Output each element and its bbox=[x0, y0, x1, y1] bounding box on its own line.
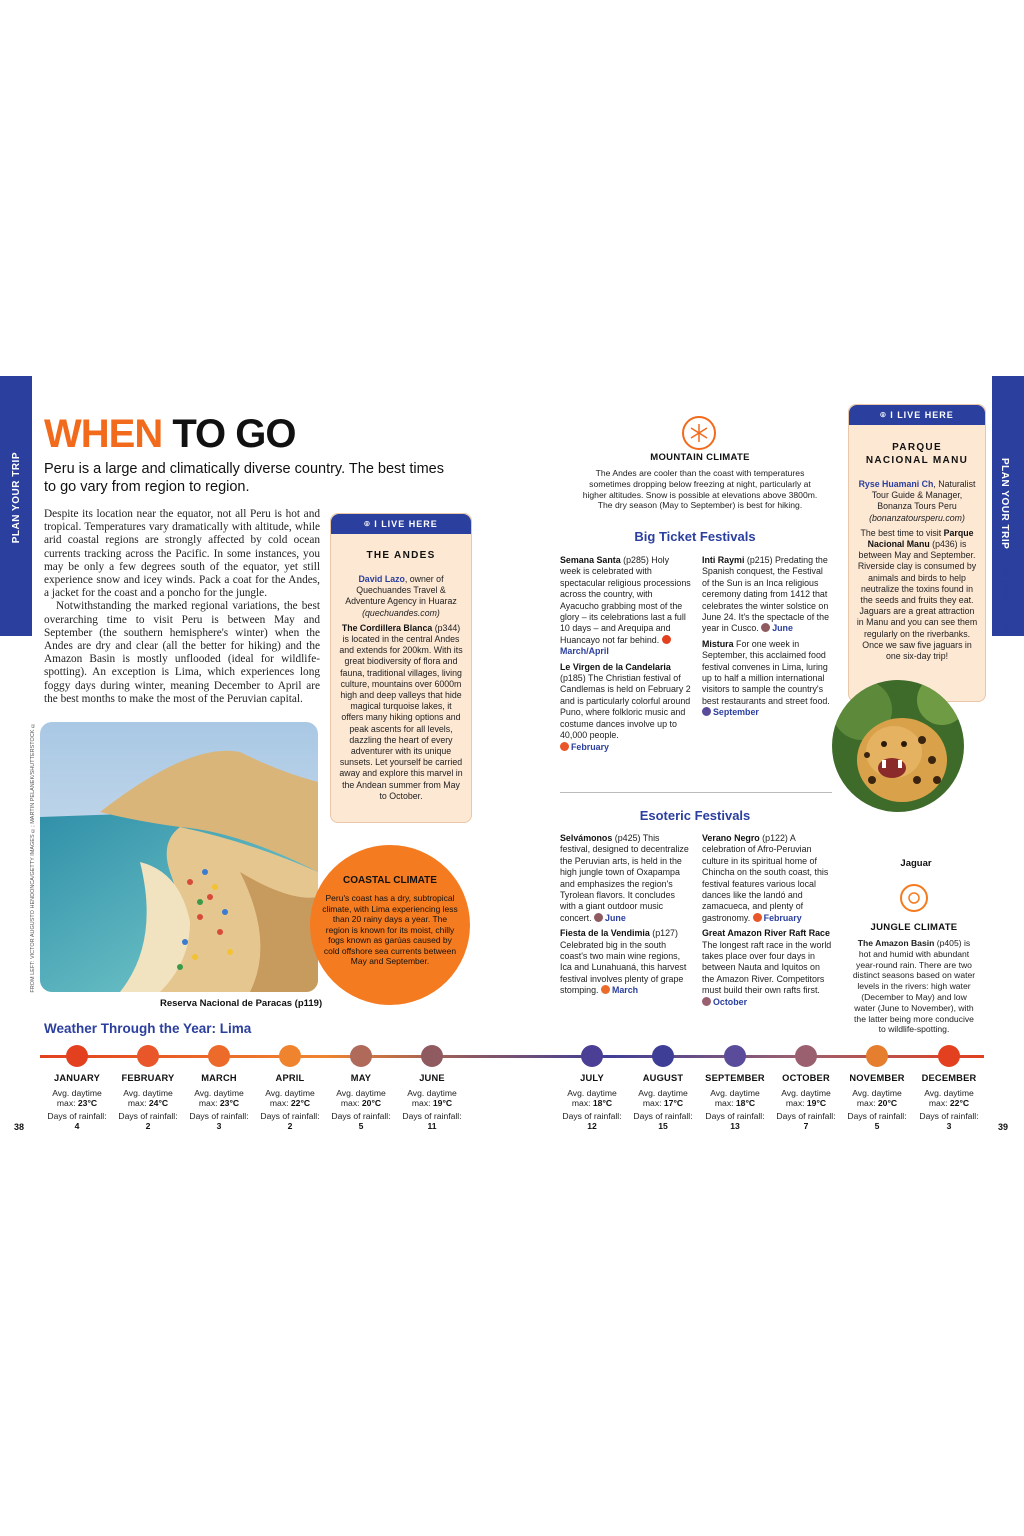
jungle-title: JUNGLE CLIMATE bbox=[870, 922, 958, 933]
page-number-right: 39 bbox=[998, 1122, 1009, 1132]
mountain-text: The Andes are cooler than the coast with temperatures sometimes dropping below freezing at night, particularly at higher altitudes. Snow is possible at elevations above 3800m. The dry season (May to September) is best for hiking. bbox=[582, 468, 818, 511]
rain-icon bbox=[724, 1045, 746, 1067]
month-column bbox=[184, 1045, 254, 1131]
month-name: JANUARY bbox=[54, 1073, 100, 1083]
month-name: FEBRUARY bbox=[121, 1073, 175, 1083]
month-column bbox=[842, 1045, 912, 1131]
month-temp: Avg. daytime max: 17°C bbox=[638, 1088, 688, 1108]
side-label-when: WHEN TO GO bbox=[11, 562, 22, 633]
side-label-plan-right: PLAN YOUR TRIP bbox=[999, 458, 1010, 550]
festival-item: Inti Raymi (p215) Predating the Spanish conquest, the Festival of the Sun is an Inca religious ceremony dating from 1412 that celebrates the winter solstice on June 24. It's the spectacle of the year in Cusco. June bbox=[702, 555, 830, 634]
month-temp: Avg. daytime max: 22°C bbox=[265, 1088, 315, 1108]
esoteric-col2 bbox=[702, 833, 832, 1008]
month-temp: Avg. daytime max: 19°C bbox=[407, 1088, 457, 1108]
sun-icon bbox=[938, 1045, 960, 1067]
cloud-icon bbox=[421, 1045, 443, 1067]
month-rainfall: Days of rainfall: 5 bbox=[331, 1111, 391, 1131]
month-rainfall: Days of rainfall: 2 bbox=[118, 1111, 178, 1131]
andes-title: THE ANDES bbox=[366, 550, 436, 561]
festival-item: Fiesta de la Vendimia (p127) Celebrated big in the south coast's two main wine regions, Ica and Lunahuaná, this harvest festival involves plenty of grape stomping. March bbox=[560, 928, 687, 996]
month-temp: Avg. daytime max: 20°C bbox=[852, 1088, 902, 1108]
page-title: WHEN TO GO bbox=[44, 412, 296, 456]
big-ticket-col1 bbox=[560, 555, 692, 753]
month-column bbox=[771, 1045, 841, 1131]
month-column bbox=[628, 1045, 698, 1131]
cloud-icon bbox=[761, 623, 770, 632]
pin-icon: ⌾ bbox=[364, 519, 375, 529]
sun-cloud-icon bbox=[279, 1045, 301, 1067]
month-rainfall: Days of rainfall: 11 bbox=[402, 1111, 462, 1131]
jaguar-photo bbox=[832, 680, 964, 812]
jungle-text: The Amazon Basin (p405) is hot and humid with abundant year-round rain. There are two distinct seasons based on water levels in the rivers: high water (December to May) and low water (June to November), with the latter being more conducive to wildlife-spotting. bbox=[852, 938, 976, 1035]
festival-item: Mistura For one week in September, this acclaimed food festival convenes in Lima, luring up to half a million international visitors to sample the country's best restaurants and street food. September bbox=[702, 638, 830, 718]
manu-header: ⌾ I LIVE HERE bbox=[849, 405, 985, 425]
month-column bbox=[326, 1045, 396, 1131]
manu-text: Ryse Huamani Ch, Naturalist Tour Guide & Manager, Bonanza Tours Peru (bonanzatoursperu.com) The best time to visit Parque Nacional Manu (p436) is between May and September. Riverside clay is consumed by animals and birds to help neutralize the toxins found in the seeds and fruits they eat. Jaguars are a great attraction in Manu and you can see them regularly on the riverbanks. Once we saw five jaguars in one six-day trip! bbox=[856, 479, 978, 662]
manu-live-box bbox=[848, 404, 986, 702]
beach-caption: Reserva Nacional de Paracas (p119) bbox=[160, 998, 323, 1009]
month-column bbox=[557, 1045, 627, 1131]
festival-item: Selvámonos (p425) This festival, designed to decentralize the Peruvian arts, is held in the high jungle town of Oxapampa and emphasizes the region's Tyrolean flavors. It concludes with a giant outdoor music concert. June bbox=[560, 833, 689, 923]
rain-icon bbox=[652, 1045, 674, 1067]
month-name: NOVEMBER bbox=[849, 1073, 905, 1083]
month-column bbox=[255, 1045, 325, 1131]
esoteric-heading: Esoteric Festivals bbox=[639, 808, 751, 823]
andes-header: ⌾ I LIVE HERE bbox=[331, 514, 471, 534]
esoteric-col1 bbox=[560, 833, 692, 997]
big-ticket-col2 bbox=[702, 555, 832, 719]
festival-item: Le Virgen de la Candelaria (p185) The Christian festival of Candlemas is held on February 2 and is particularly colorful around Puno, where folkloric music and costume dances involve up to 40,000 people. February bbox=[560, 661, 691, 752]
month-name: JUNE bbox=[419, 1073, 445, 1083]
month-name: SEPTEMBER bbox=[705, 1073, 765, 1083]
month-rainfall: Days of rainfall: 15 bbox=[633, 1111, 693, 1131]
month-name: JULY bbox=[580, 1073, 604, 1083]
sun-icon bbox=[662, 635, 671, 644]
snowflake-icon bbox=[682, 416, 716, 450]
month-name: DECEMBER bbox=[921, 1073, 977, 1083]
festival-item: Great Amazon River Raft Race The longest raft race in the world takes place over four days in between Nauta and Iquitos on the Amazon River. Competitors must build their own rafts first. October bbox=[702, 928, 832, 1007]
festival-item: Verano Negro (p122) A celebration of Afro-Peruvian culture in its spiritual home of Chincha on the south coast, this festival features various local dances like the landó and zamacueca, and plenty of gastronomy. February bbox=[702, 833, 829, 923]
month-rainfall: Days of rainfall: 4 bbox=[47, 1111, 107, 1131]
rain-icon bbox=[581, 1045, 603, 1067]
month-name: AUGUST bbox=[642, 1073, 684, 1083]
sun-icon bbox=[560, 742, 569, 751]
andes-text: David Lazo, owner of Quechuandes Travel & Adventure Agency in Huaraz (quechuandes.com) The Cordillera Blanca (p344) is located in the central Andes and extends for 200km. With its great biodiversity of flora and fauna, traditional villages, living culture, mountains over 6000m high and deep valleys that hide magical turquoise lakes, it offers many hiking options and peak ascents for all levels, dazzling the heart of every adventurer with its unique sunsets. Let yourself be carried away and explore this marvel in the Andean summer from May to October. bbox=[339, 574, 463, 801]
side-label-plan: PLAN YOUR TRIP bbox=[11, 452, 22, 544]
month-rainfall: Days of rainfall: 3 bbox=[919, 1111, 979, 1131]
sun-icon bbox=[900, 884, 928, 912]
weather-title: Weather Through the Year: Lima bbox=[44, 1021, 252, 1036]
month-temp: Avg. daytime max: 24°C bbox=[123, 1088, 173, 1108]
month-temp: Avg. daytime max: 18°C bbox=[567, 1088, 617, 1108]
month-rainfall: Days of rainfall: 2 bbox=[260, 1111, 320, 1131]
intro-text: Peru is a large and climatically diverse country. The best times to go vary from region to region. bbox=[44, 461, 444, 495]
month-name: MARCH bbox=[201, 1073, 237, 1083]
month-name: OCTOBER bbox=[782, 1073, 830, 1083]
month-rainfall: Days of rainfall: 7 bbox=[776, 1111, 836, 1131]
big-ticket-heading: Big Ticket Festivals bbox=[634, 529, 756, 544]
body-text: Despite its location near the equator, not all Peru is hot and tropical. Temperatures vary dramatically with altitude, while arid coastal regions are strongly affected by cold ocean currents tracking across the Pacific. In some instances, you may be only a few degrees south of the equator, yet still experience snow and icey winds. Pack a coat for the Andes, a jacket for the coast and a poncho for the jungle. Notwithstanding the marked regional variations, the best overarching time to visit Peru is between May and September (the southern hemisphere's winter) when the Andes are dry and clear (all the better for hiking) and the Amazon Basin is mostly unflooded (ideal for wildlife-spotting). An exception is Lima, which experiences long foggy days during winter, meaning December to April are the best months to make the most of the Peruvian capital. bbox=[44, 508, 320, 705]
sun-icon bbox=[66, 1045, 88, 1067]
pin-icon: ⌾ bbox=[880, 410, 891, 420]
divider bbox=[560, 792, 832, 793]
cloud-icon bbox=[594, 913, 603, 922]
page-number-left: 38 bbox=[14, 1122, 25, 1132]
month-temp: Avg. daytime max: 20°C bbox=[336, 1088, 386, 1108]
month-temp: Avg. daytime max: 23°C bbox=[194, 1088, 244, 1108]
month-column bbox=[700, 1045, 770, 1131]
coastal-title: COASTAL CLIMATE bbox=[343, 875, 437, 886]
month-column bbox=[113, 1045, 183, 1131]
mountain-title: MOUNTAIN CLIMATE bbox=[650, 452, 750, 463]
andes-live-box bbox=[330, 513, 472, 823]
manu-title: PARQUE NACIONAL MANU bbox=[865, 442, 969, 466]
month-temp: Avg. daytime max: 23°C bbox=[52, 1088, 102, 1108]
side-label-when-right: WHEN TO GO bbox=[999, 566, 1010, 637]
sun-icon bbox=[753, 913, 762, 922]
month-rainfall: Days of rainfall: 13 bbox=[705, 1111, 765, 1131]
cloud-icon bbox=[702, 997, 711, 1006]
month-temp: Avg. daytime max: 18°C bbox=[710, 1088, 760, 1108]
month-temp: Avg. daytime max: 22°C bbox=[924, 1088, 974, 1108]
rain-icon bbox=[702, 707, 711, 716]
sun-icon bbox=[601, 985, 610, 994]
month-column bbox=[914, 1045, 984, 1131]
month-rainfall: Days of rainfall: 5 bbox=[847, 1111, 907, 1131]
cloud-icon bbox=[795, 1045, 817, 1067]
month-name: APRIL bbox=[275, 1073, 305, 1083]
month-column bbox=[397, 1045, 467, 1131]
jaguar-caption: Jaguar bbox=[900, 858, 932, 869]
sun-cloud-icon bbox=[866, 1045, 888, 1067]
month-rainfall: Days of rainfall: 12 bbox=[562, 1111, 622, 1131]
sun-icon bbox=[208, 1045, 230, 1067]
festival-item: Semana Santa (p285) Holy week is celebrated with spectacular religious processions across the country, with Ayacucho grabbing most of the glory – its celebrations last a full 10 days – and Arequipa and Huancayo not far behind. March/April bbox=[560, 555, 691, 657]
photo-credit: FROM LEFT: VICTOR AUGUSTO HENDONCA/GETTY IMAGES ©; MARTIN PELANEK/SHUTTERSTOCK © bbox=[30, 722, 36, 993]
coastal-climate-badge bbox=[310, 845, 470, 1005]
sun-icon bbox=[137, 1045, 159, 1067]
month-rainfall: Days of rainfall: 3 bbox=[189, 1111, 249, 1131]
month-temp: Avg. daytime max: 19°C bbox=[781, 1088, 831, 1108]
month-column bbox=[42, 1045, 112, 1131]
coastal-text: Peru's coast has a dry, subtropical climate, with Lima experiencing less than 20 rainy days a year. The region is known for its moist, chilly fogs known as garúas caused by cold offshore sea currents between May and September. bbox=[322, 893, 458, 966]
month-name: MAY bbox=[350, 1073, 372, 1083]
beach-photo bbox=[40, 722, 318, 992]
cloud-icon bbox=[350, 1045, 372, 1067]
